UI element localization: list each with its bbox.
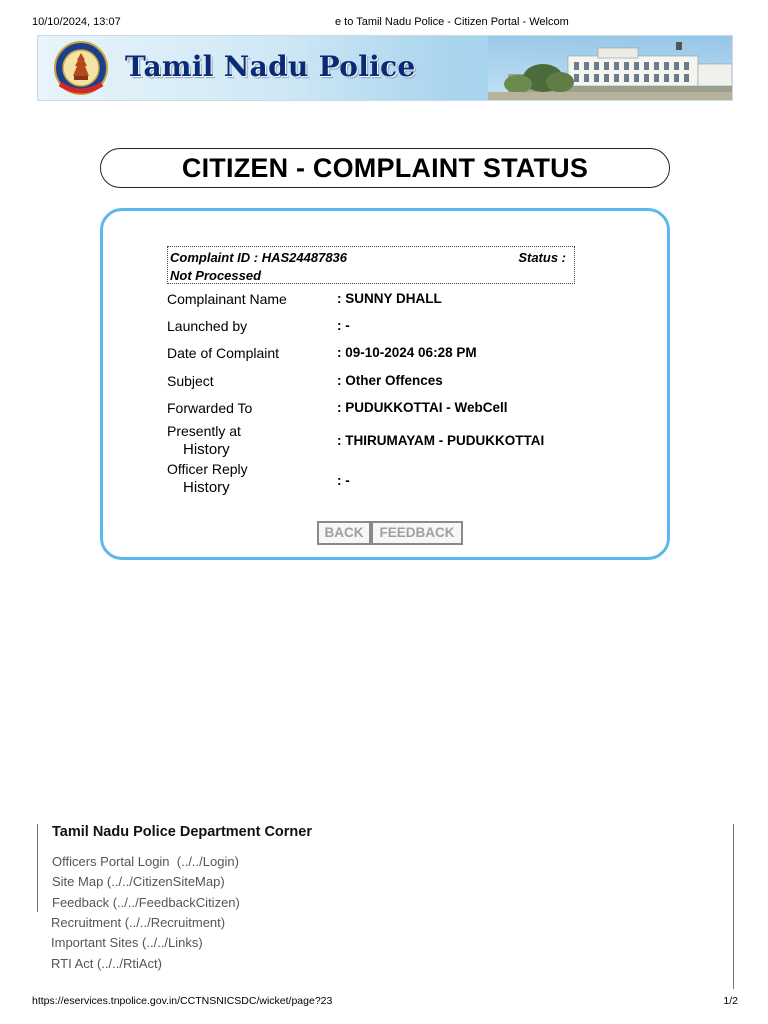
print-footer [32,995,740,1011]
banner-title: Tamil Nadu Police [125,50,416,83]
footer-department-corner [37,824,734,989]
subject-value: : Other Offences [337,373,443,388]
forwarded-to-label: Forwarded To [167,400,253,416]
officer-reply-value: : - [337,473,350,488]
feedback-button[interactable]: FEEDBACK [371,521,463,545]
back-button[interactable]: BACK [317,521,371,545]
footer-left-divider [37,824,38,912]
footer-link-rti-act[interactable]: RTI Act (../../RtiAct) [51,956,162,971]
footer-right-divider [733,824,734,989]
footer-link-recruitment[interactable]: Recruitment (../../Recruitment) [51,915,226,930]
launched-by-label: Launched by [167,318,248,334]
print-url: https://eservices.tnpolice.gov.in/CCTNSNICSDC/wicket/page?23 [32,995,333,1007]
subject-label: Subject [167,373,214,389]
launched-by-value: : - [337,318,350,333]
complainant-name-value: : SUNNY DHALL [337,291,442,306]
presently-at-history-link[interactable]: History [183,441,230,458]
presently-at-label: Presently at [167,423,241,439]
site-banner [37,35,733,101]
footer-link-officers-login[interactable]: Officers Portal Login (../../Login) [52,854,239,869]
date-of-complaint-value: : 09-10-2024 06:28 PM [337,345,477,360]
status-value: Not Processed [170,268,262,283]
date-of-complaint-label: Date of Complaint [167,345,280,361]
footer-link-important-sites[interactable]: Important Sites (../../Links) [51,935,203,950]
status-label: Status : [518,250,566,265]
footer-title: Tamil Nadu Police Department Corner [52,824,312,840]
complaint-status-panel [100,208,670,560]
print-header [32,16,740,32]
complaint-id-box [167,246,575,284]
officer-reply-history-link[interactable]: History [183,479,230,496]
print-page-number: 1/2 [723,995,738,1007]
complaint-id: Complaint ID : HAS24487836 [170,250,348,265]
print-page-title: e to Tamil Nadu Police - Citizen Portal - Welcom [335,16,569,28]
officer-reply-label: Officer Reply [167,461,248,477]
print-timestamp: 10/10/2024, 13:07 [32,16,121,28]
footer-link-site-map[interactable]: Site Map (../../CitizenSiteMap) [52,874,225,889]
headquarters-building-icon [448,36,732,100]
page-heading-box [100,148,670,188]
forwarded-to-value: : PUDUKKOTTAI - WebCell [337,400,508,415]
page-heading: CITIZEN - COMPLAINT STATUS [181,153,589,183]
footer-link-feedback[interactable]: Feedback (../../FeedbackCitizen) [52,895,240,910]
presently-at-value: : THIRUMAYAM - PUDUKKOTTAI [337,433,545,448]
complainant-name-label: Complainant Name [167,291,287,307]
tamil-nadu-police-emblem-icon [54,40,108,96]
